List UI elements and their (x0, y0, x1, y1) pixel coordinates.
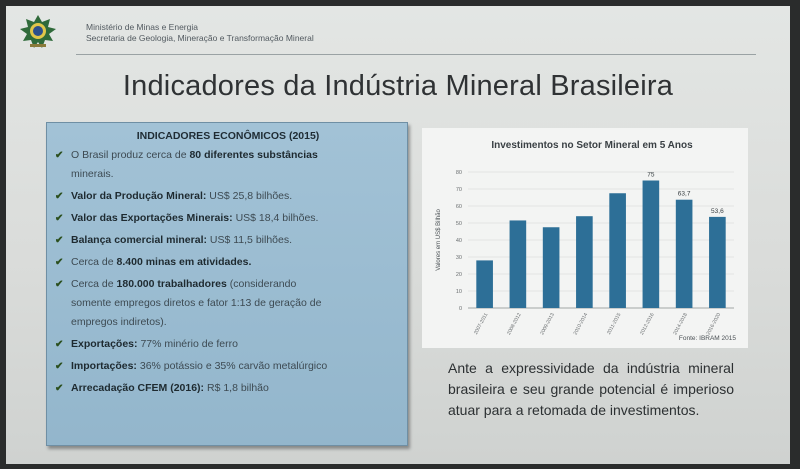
indicator-bold: Importações: (71, 360, 137, 372)
indicator-bold: Arrecadação CFEM (2016): (71, 382, 205, 394)
indicator-bold: 8.400 minas em atividades. (116, 256, 252, 268)
x-tick-label: 2010-2014 (572, 312, 590, 337)
chart-bar (676, 200, 693, 308)
indicator-item (55, 275, 401, 332)
indicator-item (55, 187, 401, 206)
brasil-coat-of-arms-icon (18, 14, 58, 50)
indicator-text (71, 379, 269, 398)
indicators-panel (46, 122, 408, 446)
chart-bar (476, 260, 493, 308)
check-icon: ✔ (55, 339, 64, 350)
indicator-item (55, 357, 401, 376)
y-tick-label: 50 (455, 221, 462, 227)
y-axis-label: Valores em US$ Bilhão (436, 209, 442, 271)
indicator-text (71, 209, 318, 228)
chart-bar (609, 193, 626, 308)
indicator-post: US$ 11,5 bilhões. (206, 234, 293, 246)
check-icon: ✔ (55, 383, 64, 394)
indicator-text (71, 231, 292, 250)
check-icon: ✔ (55, 361, 64, 372)
slide-title: Indicadores da Indústria Mineral Brasileira (122, 70, 674, 102)
check-icon: ✔ (55, 150, 64, 161)
y-tick-label: 10 (455, 289, 462, 295)
chart-bar (643, 181, 660, 309)
indicator-item (55, 231, 401, 250)
indicator-line2: minerais. (71, 168, 114, 180)
x-tick-label: 2008-2012 (506, 312, 523, 337)
y-tick-label: 80 (455, 170, 462, 176)
indicator-item (55, 379, 401, 398)
indicator-post: 36% potássio e 35% carvão metalúrgico (136, 360, 328, 372)
chart-source: Fonte: IBRAM 2015 (678, 335, 736, 342)
chart-bar (709, 217, 726, 308)
indicator-item (55, 335, 401, 354)
indicator-text (71, 146, 318, 184)
indicator-post: US$ 25,8 bilhões. (206, 190, 293, 202)
indicator-post: R$ 1,8 bilhão (204, 382, 269, 394)
indicator-text (71, 187, 292, 206)
indicator-post: 77% minério de ferro (137, 338, 238, 350)
indicator-post: US$ 18,4 bilhões. (232, 212, 319, 224)
x-tick-label: 2014-2018 (672, 312, 689, 337)
header-ministry: Ministério de Minas e Energia (86, 22, 198, 32)
y-tick-label: 20 (455, 272, 462, 278)
y-tick-label: 60 (455, 204, 462, 210)
indicator-bold: 180.000 trabalhadores (116, 278, 227, 290)
y-tick-label: 30 (455, 255, 462, 261)
indicator-bold: 80 diferentes substâncias (189, 149, 318, 161)
check-icon: ✔ (55, 279, 64, 290)
indicator-item (55, 209, 401, 228)
indicators-list (55, 146, 401, 398)
x-tick-label: 2007-2011 (473, 312, 490, 336)
indicator-pre: O Brasil produz cerca de (71, 149, 190, 161)
indicator-bold: Balança comercial mineral: (71, 234, 207, 246)
indicator-line3: empregos indiretos). (71, 316, 167, 328)
conclusion-paragraph: Ante a expressividade da indústria mineral brasileira e seu grande potencial é imperioso atuar para a retomada de investimentos. (448, 360, 734, 418)
indicator-bold: Valor da Produção Mineral: (71, 190, 207, 202)
indicator-text (71, 275, 321, 332)
header-secretariat: Secretaria de Geologia, Mineração e Transformação Mineral (86, 33, 314, 43)
bar-data-label: 53,6 (711, 207, 724, 215)
header-divider (76, 54, 756, 55)
bar-data-label: 75 (647, 171, 655, 179)
indicator-item (55, 146, 401, 184)
indicator-item (55, 253, 401, 272)
indicator-bold: Exportações: (71, 338, 138, 350)
indicator-line2: somente empregos diretos e fator 1:13 de geração de (71, 297, 322, 309)
investment-chart-svg (422, 128, 748, 348)
x-tick-label: 2009-2013 (539, 312, 556, 337)
check-icon: ✔ (55, 213, 64, 224)
indicators-heading: INDICADORES ECONÔMICOS (2015) (136, 130, 320, 142)
indicator-text (71, 357, 327, 376)
check-icon: ✔ (55, 257, 64, 268)
x-tick-label: 2011-2015 (606, 312, 623, 336)
chart-bar (510, 220, 527, 308)
indicator-text (71, 335, 238, 354)
chart-bar (543, 227, 560, 308)
y-tick-label: 70 (455, 187, 462, 193)
indicator-text (71, 253, 251, 272)
y-tick-label: 0 (458, 306, 462, 312)
chart-title: Investimentos no Setor Mineral em 5 Anos (491, 140, 693, 151)
check-icon: ✔ (55, 235, 64, 246)
investment-chart (422, 128, 748, 348)
y-tick-label: 40 (455, 238, 462, 244)
slide (6, 6, 790, 464)
check-icon: ✔ (55, 191, 64, 202)
indicator-pre: Cerca de (71, 256, 117, 268)
indicator-pre: Cerca de (71, 278, 117, 290)
chart-bar (576, 216, 593, 308)
indicator-bold: Valor das Exportações Minerais: (71, 212, 233, 224)
x-tick-label: 2012-2016 (639, 312, 656, 337)
bar-data-label: 63,7 (677, 190, 691, 198)
x-tick-label: 2016-2020 (705, 312, 723, 337)
indicator-post: (considerando (226, 278, 297, 290)
